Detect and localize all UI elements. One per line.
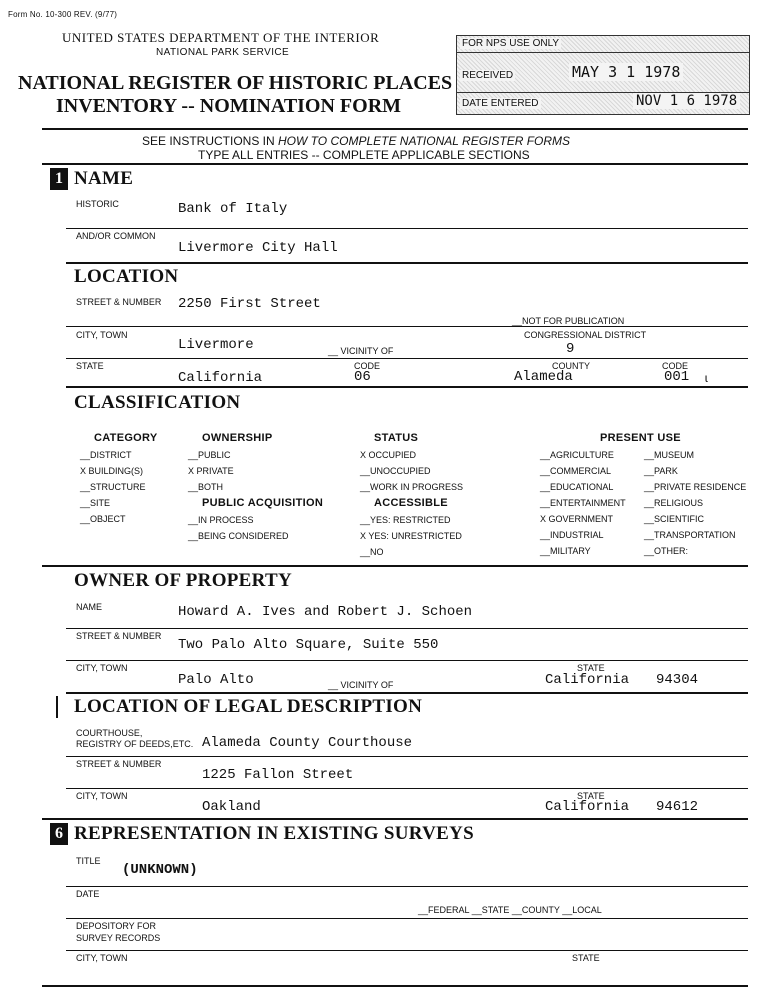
acquisition-being-considered: __BEING CONSIDERED	[188, 531, 289, 541]
depository-label-2: SURVEY RECORDS	[76, 933, 161, 943]
not-for-publication: __NOT FOR PUBLICATION	[512, 316, 625, 326]
date-entered-label: DATE ENTERED	[462, 98, 539, 109]
section-number-1: 1	[50, 168, 68, 190]
category-structure: __STRUCTURE	[80, 482, 146, 492]
use-commercial: __COMMERCIAL	[540, 466, 612, 476]
ownership-heading: OWNERSHIP	[202, 432, 273, 444]
use-entertainment: __ENTERTAINMENT	[540, 498, 626, 508]
state-code-label: CODE	[354, 361, 381, 371]
present-use-list-left	[540, 450, 626, 562]
historic-label: HISTORIC	[76, 199, 119, 209]
use-religious: __RELIGIOUS	[644, 498, 704, 508]
date-entered-stamp: NOV 1 6 1978	[633, 93, 740, 109]
section-number-6: 6	[50, 823, 68, 845]
section-title-legal-description: LOCATION OF LEGAL DESCRIPTION	[74, 696, 423, 717]
legal-city-value: Oakland	[202, 799, 261, 815]
owner-name-label: NAME	[76, 602, 103, 612]
street-value: 2250 First Street	[178, 296, 321, 312]
use-other: __OTHER:	[644, 546, 689, 556]
owner-vicinity-of: __ VICINITY OF	[328, 680, 394, 690]
use-industrial: __INDUSTRIAL	[540, 530, 604, 540]
received-stamp: MAY 3 1 1978	[569, 63, 683, 81]
instructions-line-1: SEE INSTRUCTIONS IN HOW TO COMPLETE NATIONAL REGISTER FORMS	[142, 134, 571, 148]
use-government: X GOVERNMENT	[540, 514, 614, 524]
ownership-both: __BOTH	[188, 482, 224, 492]
legal-city-label: CITY, TOWN	[76, 791, 128, 801]
accessible-heading: ACCESSIBLE	[374, 497, 448, 509]
use-educational: __EDUCATIONAL	[540, 482, 614, 492]
category-list	[80, 450, 146, 530]
received-label: RECEIVED	[462, 70, 514, 81]
survey-title-label: TITLE	[76, 856, 101, 866]
courthouse-value: Alameda County Courthouse	[202, 735, 413, 751]
congressional-district-value: 9	[566, 341, 575, 357]
use-park: __PARK	[644, 466, 678, 476]
form-title-1: NATIONAL REGISTER OF HISTORIC PLACES	[18, 72, 453, 94]
owner-state-value: California	[545, 672, 630, 688]
category-district: __DISTRICT	[80, 450, 132, 460]
ownership-private: X PRIVATE	[188, 466, 234, 476]
category-buildings: X BUILDING(S)	[80, 466, 144, 476]
acquisition-list	[188, 515, 289, 547]
owner-state-label: STATE	[577, 663, 605, 673]
vicinity-of: __ VICINITY OF	[328, 346, 394, 356]
county-code-value: 001	[664, 369, 690, 385]
form-number: Form No. 10-300 REV. (9/77)	[8, 10, 118, 19]
owner-name-value: Howard A. Ives and Robert J. Schoen	[178, 604, 473, 620]
nps-use-box	[456, 35, 750, 115]
courthouse-label-2: REGISTRY OF DEEDS,ETC.	[76, 739, 194, 749]
status-occupied: X OCCUPIED	[360, 450, 417, 460]
accessible-no: __NO	[360, 547, 384, 557]
owner-city-label: CITY, TOWN	[76, 663, 128, 673]
legal-zip: 94612	[656, 799, 699, 815]
use-museum: __MUSEUM	[644, 450, 695, 460]
section-title-surveys: REPRESENTATION IN EXISTING SURVEYS	[74, 823, 475, 844]
county-label: COUNTY	[552, 361, 590, 371]
accessible-restricted: __YES: RESTRICTED	[360, 515, 451, 525]
use-agriculture: __AGRICULTURE	[540, 450, 614, 460]
ownership-public: __PUBLIC	[188, 450, 231, 460]
courthouse-label-1: COURTHOUSE,	[76, 728, 143, 738]
section-title-classification: CLASSIFICATION	[74, 392, 241, 413]
status-heading: STATUS	[374, 432, 419, 444]
owner-city-value: Palo Alto	[178, 672, 254, 688]
present-use-list-right	[644, 450, 746, 562]
owner-zip: 94304	[656, 672, 699, 688]
survey-city-label: CITY, TOWN	[76, 953, 128, 963]
survey-title-value: (UNKNOWN)	[122, 862, 198, 878]
status-list	[360, 450, 463, 498]
nps-header: FOR NPS USE ONLY	[462, 38, 560, 49]
use-private-residence: __PRIVATE RESIDENCE	[644, 482, 747, 492]
owner-street-value: Two Palo Alto Square, Suite 550	[178, 637, 439, 653]
legal-state-value: California	[545, 799, 630, 815]
accessible-unrestricted: X YES: UNRESTRICTED	[360, 531, 462, 541]
category-object: __OBJECT	[80, 514, 126, 524]
common-name-label: AND/OR COMMON	[76, 231, 156, 241]
ownership-list	[188, 450, 234, 498]
status-work-in-progress: __WORK IN PROGRESS	[360, 482, 464, 492]
legal-state-label: STATE	[577, 791, 605, 801]
street-label: STREET & NUMBER	[76, 297, 162, 307]
status-unoccupied: __UNOCCUPIED	[360, 466, 431, 476]
owner-street-label: STREET & NUMBER	[76, 631, 162, 641]
use-scientific: __SCIENTIFIC	[644, 514, 705, 524]
present-use-heading: PRESENT USE	[600, 432, 681, 444]
form-title-2: INVENTORY -- NOMINATION FORM	[56, 95, 402, 117]
survey-levels: __FEDERAL __STATE __COUNTY __LOCAL	[418, 905, 602, 915]
legal-street-label: STREET & NUMBER	[76, 759, 162, 769]
use-transportation: __TRANSPORTATION	[644, 530, 736, 540]
acquisition-in-process: __IN PROCESS	[188, 515, 254, 525]
instructions-line-2: TYPE ALL ENTRIES -- COMPLETE APPLICABLE SECTIONS	[198, 148, 530, 162]
city-value: Livermore	[178, 337, 254, 353]
county-value: Alameda	[514, 369, 573, 385]
section-title-name: NAME	[74, 168, 134, 189]
survey-state-label: STATE	[572, 953, 600, 963]
accessible-list	[360, 515, 462, 563]
agency-line-2: NATIONAL PARK SERVICE	[156, 47, 290, 58]
category-heading: CATEGORY	[94, 432, 158, 444]
survey-date-label: DATE	[76, 889, 100, 899]
depository-label-1: DEPOSITORY FOR	[76, 921, 157, 931]
congressional-district-label: CONGRESSIONAL DISTRICT	[524, 330, 647, 340]
state-label: STATE	[76, 361, 104, 371]
agency-line-1: UNITED STATES DEPARTMENT OF THE INTERIOR	[62, 30, 380, 45]
city-label: CITY, TOWN	[76, 330, 128, 340]
county-code-label: CODE	[662, 361, 689, 371]
category-site: __SITE	[80, 498, 111, 508]
section-title-location: LOCATION	[74, 266, 179, 287]
state-code-value: 06	[354, 369, 371, 385]
public-acquisition-heading: PUBLIC ACQUISITION	[202, 497, 324, 509]
legal-street-value: 1225 Fallon Street	[202, 767, 354, 783]
historic-name-value: Bank of Italy	[178, 201, 288, 217]
county-code-mark: ɩ	[705, 371, 708, 385]
use-military: __MILITARY	[540, 546, 591, 556]
common-name-value: Livermore City Hall	[178, 240, 338, 256]
section-title-owner: OWNER OF PROPERTY	[74, 570, 293, 591]
state-value: California	[178, 370, 263, 386]
